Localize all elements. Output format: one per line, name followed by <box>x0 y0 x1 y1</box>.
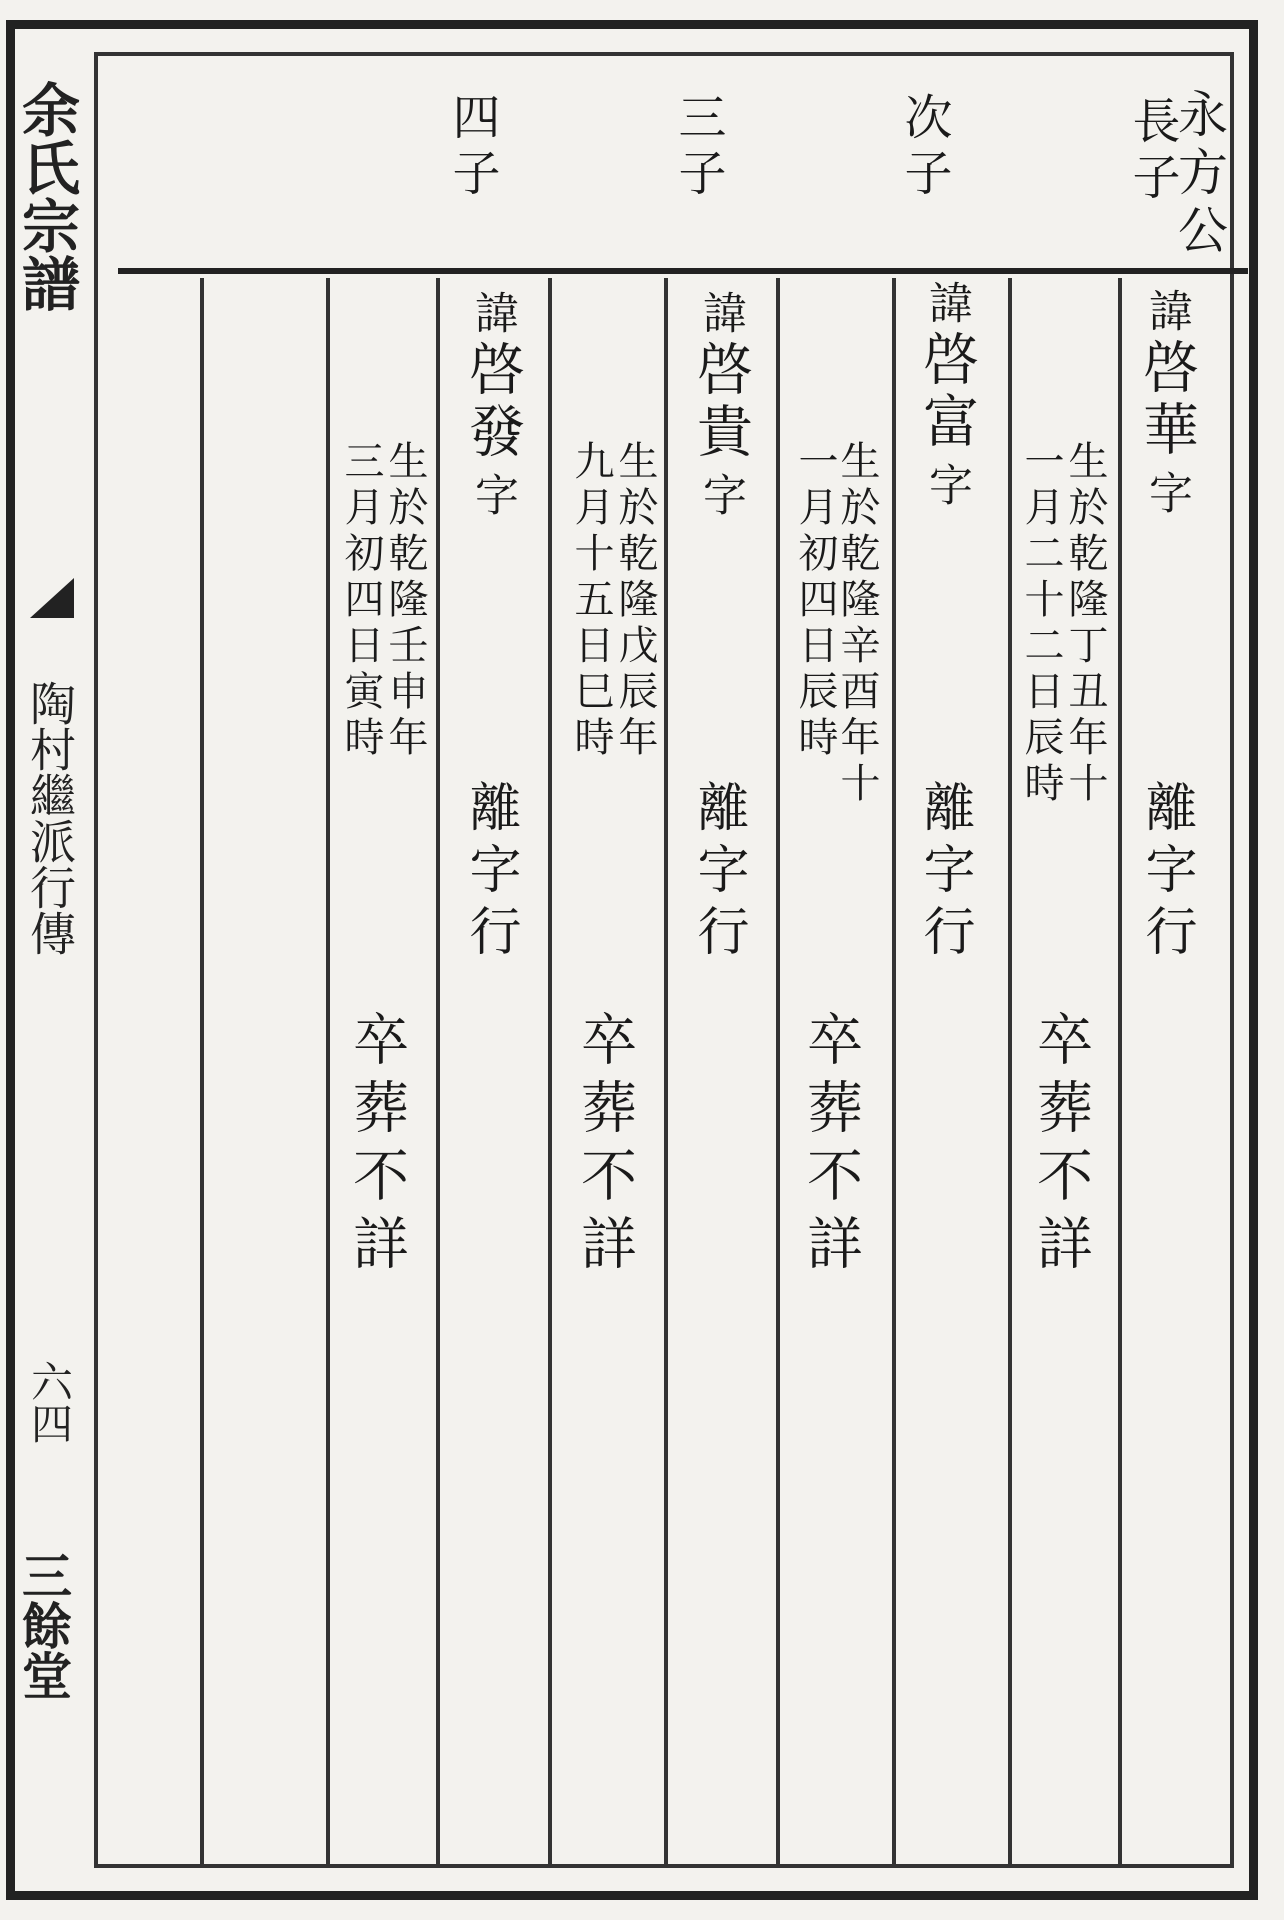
column-rule <box>436 278 440 1868</box>
header-divider <box>118 268 1248 274</box>
courtesy-label: 字 <box>1141 470 1192 520</box>
entry-2-name-line <box>914 280 979 512</box>
taboo-label: 諱 <box>921 280 972 330</box>
entry-4-birth-line-2: 三月初四日寅時 <box>338 440 384 762</box>
fishtail-mark <box>30 578 74 618</box>
page-number: 六四 <box>25 1360 74 1444</box>
column-rule <box>1008 278 1012 1868</box>
entry-1-birth-line-1: 生於乾隆丁丑年十 <box>1062 440 1108 808</box>
courtesy-label: 字 <box>695 472 746 522</box>
entry-3-death: 卒葬不詳 <box>572 1010 637 1282</box>
son-label-1: 長子 <box>1124 96 1180 208</box>
taboo-label: 諱 <box>467 290 518 340</box>
taboo-label: 諱 <box>695 290 746 340</box>
courtesy-label: 字 <box>921 462 972 512</box>
entry-3-birth-line-2: 九月十五日巳時 <box>568 440 614 762</box>
entry-4-birth-line-1: 生於乾隆壬申年 <box>382 440 428 762</box>
branch-title: 陶村繼派行傳 <box>23 680 77 956</box>
column-rule <box>548 278 552 1868</box>
entry-1-lineage: 離字行 <box>1136 780 1196 966</box>
entry-3-lineage: 離字行 <box>688 780 748 966</box>
entry-2-birth-line-2: 一月初四日辰時 <box>792 440 838 762</box>
son-label-3: 三子 <box>670 92 726 204</box>
column-rule <box>200 278 204 1868</box>
entry-3-name-line <box>688 290 753 522</box>
given-name: 啓發 <box>460 340 525 464</box>
column-rule <box>892 278 896 1868</box>
entry-4-death: 卒葬不詳 <box>344 1010 409 1282</box>
column-rule <box>326 278 330 1868</box>
column-rule <box>664 278 668 1868</box>
entry-2-birth-line-1: 生於乾隆辛酉年十 <box>834 440 880 808</box>
courtesy-label: 字 <box>467 472 518 522</box>
son-label-2: 次子 <box>896 92 952 204</box>
column-rule <box>1118 278 1122 1868</box>
entry-2-lineage: 離字行 <box>914 780 974 966</box>
entry-1-name-line <box>1134 288 1199 520</box>
given-name: 啓富 <box>914 330 979 454</box>
son-label-4: 四子 <box>444 92 500 204</box>
entry-1-death: 卒葬不詳 <box>1028 1010 1093 1282</box>
given-name: 啓華 <box>1134 338 1199 462</box>
entry-3-birth-line-1: 生於乾隆戊辰年 <box>612 440 658 762</box>
taboo-label: 諱 <box>1141 288 1192 338</box>
entry-2-death: 卒葬不詳 <box>798 1010 863 1282</box>
given-name: 啓貴 <box>688 340 753 464</box>
entry-4-name-line <box>460 290 525 522</box>
column-rule <box>776 278 780 1868</box>
book-title: 余氏宗譜 <box>12 80 80 312</box>
entry-1-birth-line-2: 一月二十二日辰時 <box>1018 440 1064 808</box>
hall-name: 三餘堂 <box>14 1550 73 1700</box>
entry-4-lineage: 離字行 <box>460 780 520 966</box>
margin-column <box>12 60 92 1892</box>
father-name: 永方公 <box>1170 88 1228 262</box>
